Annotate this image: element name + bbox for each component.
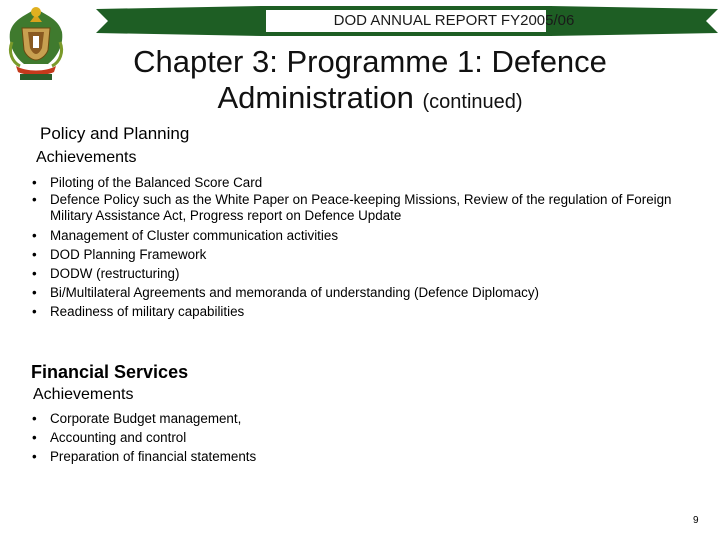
- list-item: • DODW (restructuring): [28, 264, 698, 283]
- title-main: Chapter 3: Programme 1: Defence Administration: [133, 44, 607, 115]
- financial-achievements-list: [28, 409, 628, 466]
- policy-achievements-label: Achievements: [36, 149, 137, 166]
- list-item: • Defence Policy such as the White Paper on Peace-keeping Missions, Review of the regulation of Foreign Military Assistance Act, Progress report on Defence Update: [28, 192, 698, 226]
- page-title: [60, 44, 680, 120]
- title-suffix: (continued): [422, 91, 523, 113]
- financial-achievements-label: Achievements: [33, 386, 134, 403]
- policy-heading: Policy and Planning: [40, 124, 190, 143]
- financial-heading: Financial Services: [31, 362, 189, 382]
- list-item: • Piloting of the Balanced Score Card: [28, 173, 698, 192]
- list-item: • DOD Planning Framework: [28, 245, 698, 264]
- list-item: • Bi/Multilateral Agreements and memoranda of understanding (Defence Diplomacy): [28, 283, 698, 302]
- report-banner: [96, 4, 718, 38]
- list-item: • Preparation of financial statements: [28, 447, 628, 466]
- list-item: • Corporate Budget management,: [28, 409, 628, 428]
- list-item: • Accounting and control: [28, 428, 628, 447]
- page-number: 9: [693, 515, 699, 526]
- list-item: • Readiness of military capabilities: [28, 302, 698, 321]
- policy-achievements-list: [28, 173, 698, 321]
- list-item: • Management of Cluster communication activities: [28, 226, 698, 245]
- banner-title: DOD ANNUAL REPORT FY2005/06: [333, 12, 575, 29]
